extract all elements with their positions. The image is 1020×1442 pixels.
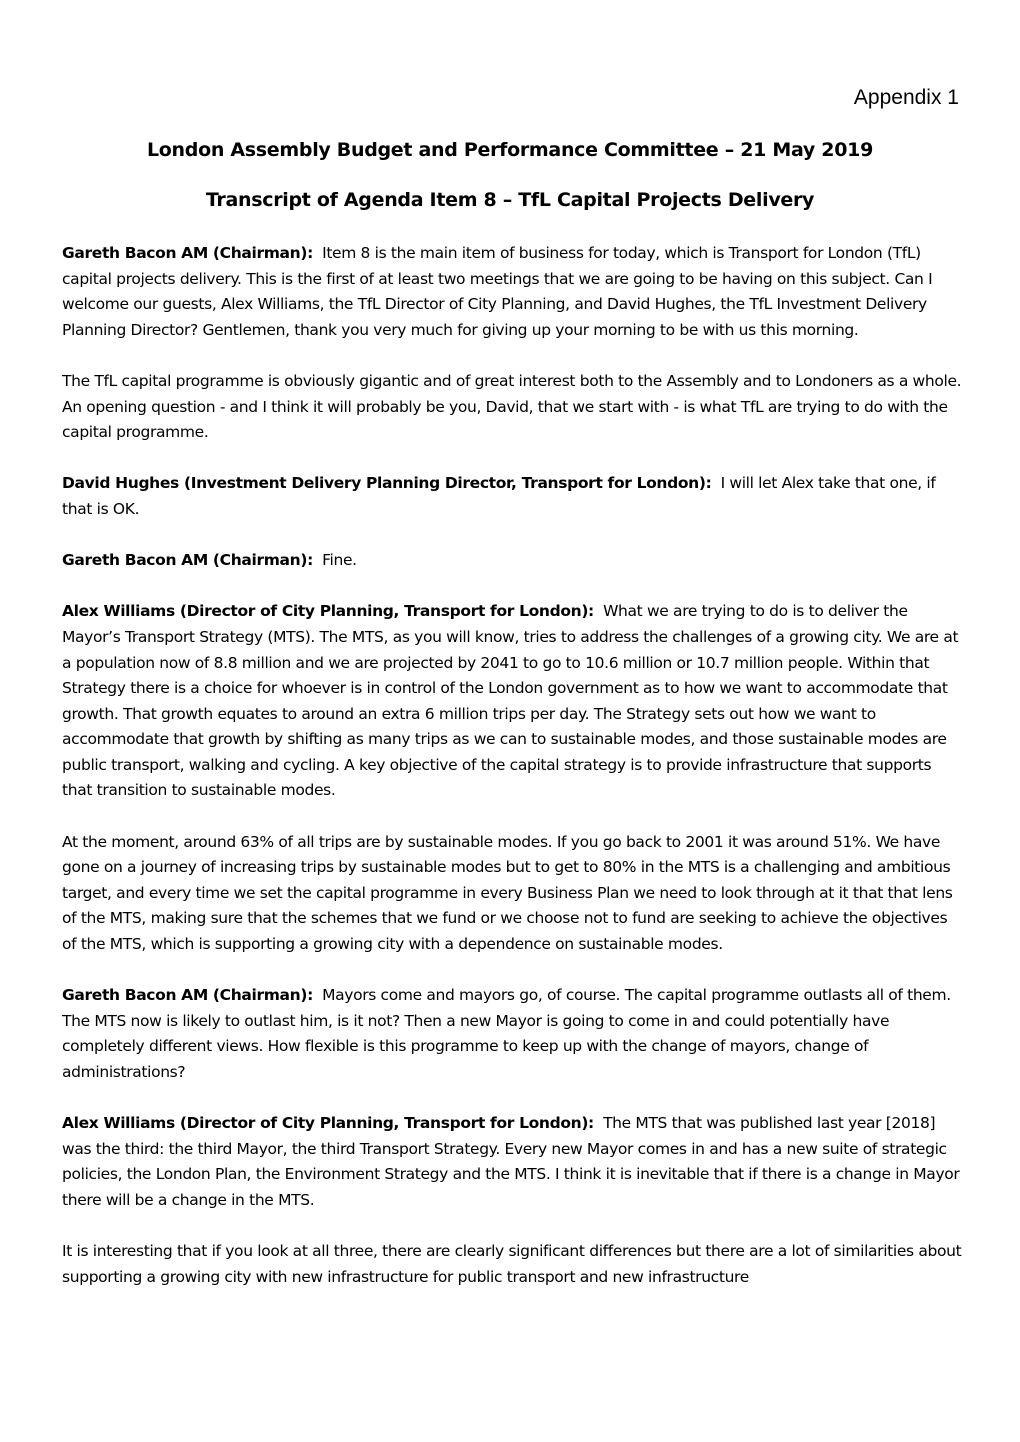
transcript-paragraph (62, 983, 962, 1085)
paragraph-text: I will let Alex take that one, if that is OK. (62, 474, 936, 518)
paragraph-text: What we are trying to do is to deliver the Mayor’s Transport Strategy (MTS). The MTS, as you will know, tries to address the challenges of a growing city. We are at a population now of 8.8 million and we are projected by 2041 to go to 10.6 million or 10.7 million people. Within that Strategy there is a choice for whoever is in control of the London government as to how we want to accommodate that growth. That growth equates to around an extra 6 million trips per day. The Strategy sets out how we want to accommodate that growth by shifting as many trips as we can to sustainable modes, and those sustainable modes are public transport, walking and cycling. A key objective of the capital strategy is to provide infrastructure that supports that transition to sustainable modes. (62, 602, 959, 800)
paragraph-text: At the moment, around 63% of all trips are by sustainable modes. If you go back to 2001 it was around 51%. We have gone on a journey of increasing trips by sustainable modes but to get to 80% in the MTS is a challenging and ambitious target, and every time we set the capital programme in every Business Plan we need to look through at it that that lens of the MTS, making sure that the schemes that we fund or we choose not to fund are seeking to achieve the objectives of the MTS, which is supporting a growing city with a dependence on sustainable modes. (62, 832, 953, 954)
transcript-paragraph (62, 1239, 962, 1290)
speaker-name: Alex Williams (Director of City Planning, Transport for London): (62, 602, 594, 621)
speaker-name: Gareth Bacon AM (Chairman): (62, 551, 313, 570)
paragraph-text: It is interesting that if you look at all three, there are clearly significant differences but there are a lot of similarities about supporting a growing city with new infrastructure for public transport and new infrastructure (62, 1242, 962, 1286)
paragraph-text: Fine. (322, 551, 357, 570)
speaker-name: Gareth Bacon AM (Chairman): (62, 986, 313, 1005)
document-subtitle: Transcript of Agenda Item 8 – TfL Capital Projects Delivery (205, 189, 815, 211)
document-title: London Assembly Budget and Performance Committee – 21 May 2019 (147, 139, 873, 161)
speaker-name: Alex Williams (Director of City Planning, Transport for London): (62, 1114, 594, 1133)
paragraph-text: Item 8 is the main item of business for today, which is Transport for London (TfL) capital projects delivery. This is the first of at least two meetings that we are going to be having on this subject. Can I welcome our guests, Alex Williams, the TfL Director of City Planning, and David Hughes, the TfL Investment Delivery Planning Director? Gentlemen, thank you very much for giving up your morning to be with us this morning. (62, 244, 933, 339)
transcript-paragraph (62, 1111, 962, 1213)
transcript-paragraph (62, 548, 962, 574)
transcript-paragraph (62, 369, 962, 446)
paragraph-text: Mayors come and mayors go, of course. The capital programme outlasts all of them. The MTS now is likely to outlast him, is it not? Then a new Mayor is going to come in and could potentially have completely different views. How flexible is this programme to keep up with the change of mayors, change of administrations? (62, 986, 951, 1081)
transcript-paragraph (62, 599, 962, 804)
transcript-paragraph (62, 830, 962, 958)
speaker-name: David Hughes (Investment Delivery Planning Director, Transport for London): (62, 474, 712, 493)
paragraph-text: The TfL capital programme is obviously gigantic and of great interest both to the Assembly and to Londoners as a whole. An opening question - and I think it will probably be you, David, that we start with - is what TfL are trying to do with the capital programme. (62, 371, 962, 442)
transcript-paragraph (62, 471, 962, 522)
transcript-paragraph (62, 241, 962, 343)
transcript-body (62, 241, 962, 1316)
speaker-name: Gareth Bacon AM (Chairman): (62, 244, 313, 262)
paragraph-text: The MTS that was published last year [2018] was the third: the third Mayor, the third Transport Strategy. Every new Mayor comes in and has a new suite of strategic policies, the London Plan, the Environment Strategy and the MTS. I think it is inevitable that if there is a change in Mayor there will be a change in the MTS. (62, 1114, 960, 1209)
appendix-label: Appendix 1 (853, 86, 959, 109)
